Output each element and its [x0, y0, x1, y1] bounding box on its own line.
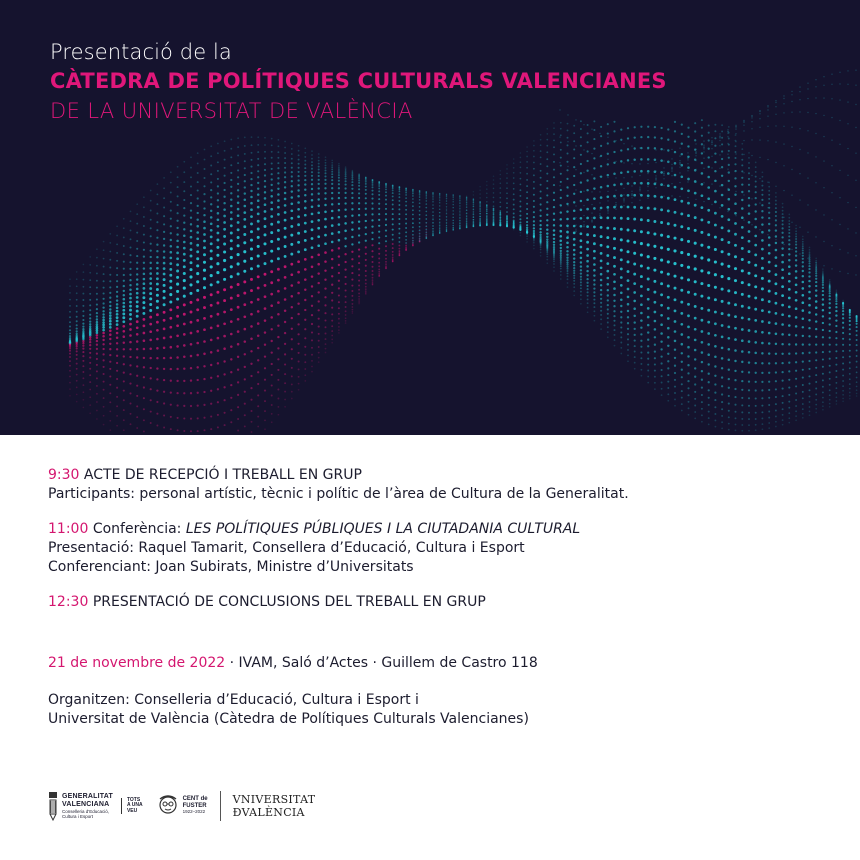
gva-line2: VALENCIANA — [62, 801, 110, 808]
gva-line1: GENERALITAT — [62, 793, 113, 800]
program-title: PRESENTACIÓ DE CONCLUSIONS DEL TREBALL EN GRUP — [92, 594, 486, 610]
title-sub: DE LA UNIVERSITAT DE VALÈNCIA — [50, 99, 413, 123]
program-title: ACTE DE RECEPCIÓ I TREBALL EN GRUP — [83, 467, 362, 483]
title-main: CÀTEDRA DE POLÍTIQUES CULTURALS VALENCIANES — [50, 69, 667, 93]
gva-sub2: Cultura i Esport — [62, 814, 94, 819]
uv-line1: VNIVERSITAT — [232, 793, 316, 806]
program-item — [48, 466, 629, 504]
tots-line1: TOTS — [126, 796, 141, 803]
event-date: 21 de novembre de 2022 — [48, 655, 226, 671]
uv-line2: ÐVALÈNCIA — [232, 806, 305, 819]
program-time: 12:30 — [48, 594, 89, 610]
program-list — [48, 466, 629, 628]
program-item-heading — [48, 466, 629, 485]
generalitat-crest-icon — [48, 791, 58, 821]
tots-a-una-veu-logo — [121, 798, 143, 815]
logo-strip — [48, 788, 315, 824]
gva-sub1: Conselleria d’Educació, — [62, 809, 110, 814]
program-title: LES POLÍTIQUES PÚBLIQUES I LA CIUTADANIA CULTURAL — [185, 521, 581, 537]
program-speaker: Conferenciant: Joan Subirats, Ministre d’Universitats — [48, 559, 414, 575]
title-intro: Presentació de la — [50, 40, 232, 64]
program-time: 11:00 — [48, 521, 89, 537]
generalitat-logo — [48, 791, 143, 821]
organizers-line: Universitat de València (Càtedra de Polítiques Culturals Valencianes) — [48, 711, 529, 727]
program-details: Participants: personal artístic, tècnic i polític de l’àrea de Cultura de la Generalitat. — [48, 486, 629, 502]
cent-de-fuster-logo — [157, 794, 208, 818]
program-presenter: Presentació: Raquel Tamarit, Consellera d’Educació, Cultura i Esport — [48, 540, 525, 556]
title-block — [50, 38, 667, 126]
program-prefix: Conferència: — [92, 521, 186, 537]
fuster-line2: FUSTER — [182, 802, 207, 809]
event-info — [48, 654, 538, 673]
program-item — [48, 520, 629, 577]
universitat-valencia-logo — [233, 793, 316, 819]
program-item-heading — [48, 520, 629, 539]
fuster-line1: CENT de — [182, 796, 208, 803]
fuster-line3: 1922–2022 — [182, 809, 206, 815]
fuster-text — [183, 796, 208, 816]
generalitat-text — [62, 793, 113, 819]
organizers — [48, 691, 529, 729]
program-item-heading — [48, 593, 629, 612]
program-time: 9:30 — [48, 467, 80, 483]
organizers-line: Organitzen: Conselleria d’Educació, Cultura i Esport i — [48, 692, 419, 708]
tots-line2: A UNA — [126, 802, 143, 809]
event-place: · IVAM, Saló d’Actes · Guillem de Castro 118 — [225, 655, 538, 671]
program-item — [48, 593, 629, 612]
tots-line3: VEU — [126, 807, 138, 814]
logo-divider — [220, 791, 221, 821]
fuster-portrait-icon — [157, 794, 179, 818]
